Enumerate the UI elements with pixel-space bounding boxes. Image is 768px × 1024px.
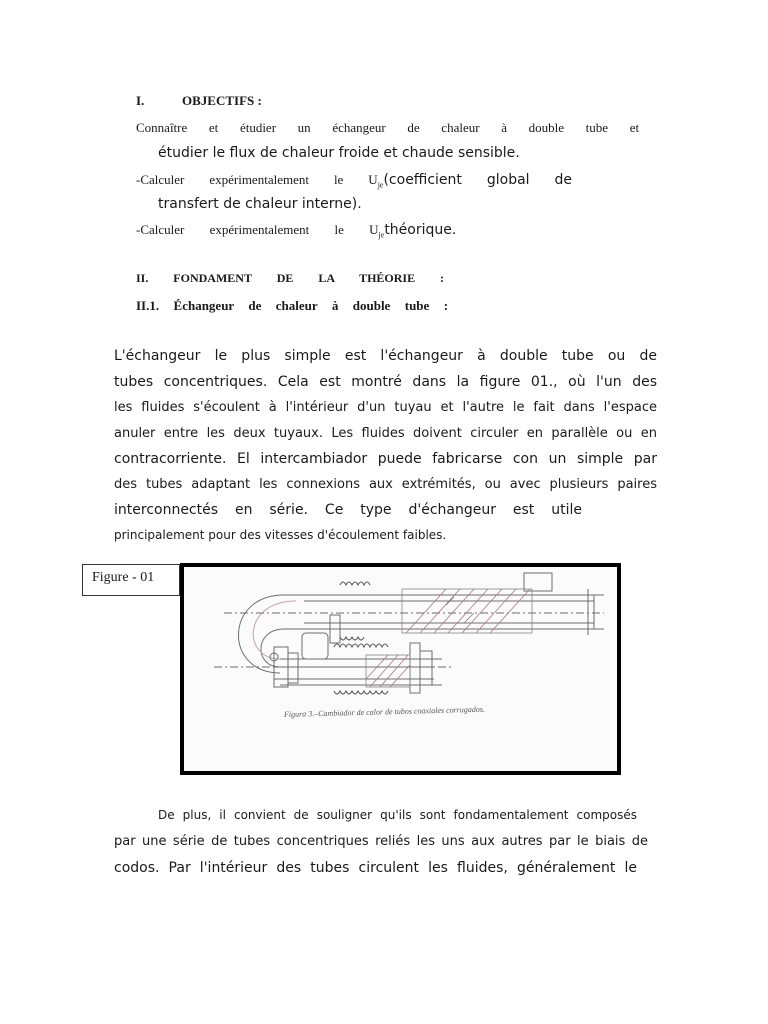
subsection-heading-echangeur xyxy=(136,298,448,314)
word: (coefficient xyxy=(383,172,462,188)
u-je-symbol xyxy=(368,172,462,190)
paragraph-line: L'échangeur le plus simple est l'échangeur à double tube ou de xyxy=(114,348,657,364)
word: tube xyxy=(404,298,430,313)
word: à xyxy=(501,120,507,135)
word: étudier xyxy=(239,120,277,135)
word: chaleur xyxy=(275,298,318,313)
word: : xyxy=(440,271,445,285)
word: et xyxy=(629,120,640,135)
word: un xyxy=(297,120,311,135)
objective-line-2: étudier le flux de chaleur froide et chaude sensible. xyxy=(158,145,520,161)
section-heading-fondament xyxy=(136,271,444,286)
word: DE xyxy=(276,271,294,285)
word: -Calculer xyxy=(136,222,185,237)
word: de xyxy=(554,172,573,188)
objective-line-1 xyxy=(136,120,639,136)
word: expérimentalement xyxy=(209,222,310,237)
paragraph-line: interconnectés en série. Ce type d'échangeur est utile xyxy=(114,502,582,518)
section-number: I. xyxy=(136,93,145,108)
word: je xyxy=(378,230,385,240)
word: de xyxy=(248,298,262,313)
word: U xyxy=(369,222,379,237)
word: théorique. xyxy=(384,222,457,238)
word: double xyxy=(352,298,391,313)
paragraph-line: contracorriente. El intercambiador puede fabricarse con un simple par xyxy=(114,451,657,467)
word: -Calculer xyxy=(136,172,185,187)
word: Échangeur xyxy=(173,298,234,313)
word: LA xyxy=(318,271,335,285)
section-title: OBJECTIFS : xyxy=(182,93,262,108)
word: à xyxy=(331,298,339,313)
word: THÉORIE xyxy=(359,271,416,285)
word: tube xyxy=(585,120,609,135)
paragraph-line: les fluides s'écoulent à l'intérieur d'un tuyau et l'autre le fait dans l'espace xyxy=(114,400,657,415)
u-je-symbol xyxy=(369,222,457,240)
word: et xyxy=(208,120,219,135)
section-heading-objectifs xyxy=(136,93,262,109)
word: expérimentalement xyxy=(209,172,309,187)
word: : xyxy=(443,298,449,313)
word: II.1. xyxy=(136,298,160,313)
word: double xyxy=(528,120,565,135)
word: global xyxy=(486,172,530,188)
word: chaleur xyxy=(441,120,480,135)
objective-line-3 xyxy=(136,172,572,190)
word: II. xyxy=(136,271,149,285)
word: U xyxy=(368,172,378,187)
objective-line-5 xyxy=(136,222,639,240)
word: le xyxy=(333,172,344,187)
word: le xyxy=(334,222,344,237)
figure-image xyxy=(180,563,621,775)
paragraph-line: principalement pour des vitesses d'écoulement faibles. xyxy=(114,528,447,542)
paragraph-line: codos. Par l'intérieur des tubes circulent les fluides, généralement le xyxy=(114,860,637,876)
paragraph-line: des tubes adaptant les connexions aux extrémités, ou avec plusieurs paires xyxy=(114,477,657,492)
figure-label: Figure - 01 xyxy=(82,564,180,596)
word: FONDAMENT xyxy=(173,271,252,285)
word: Connaître xyxy=(136,120,188,135)
paragraph-line: anuler entre les deux tuyaux. Les fluides doivent circuler en parallèle ou en xyxy=(114,426,657,441)
paragraph-line: tubes concentriques. Cela est montré dans la figure 01., où l'un des xyxy=(114,374,657,390)
word: de xyxy=(407,120,420,135)
word: je xyxy=(377,180,384,190)
word: échangeur xyxy=(332,120,386,135)
double-tube-exchanger-drawing xyxy=(184,567,617,771)
figure-caption: Figura 3.–Cambiador de calor de tubos coaxiales corrugados. xyxy=(283,704,486,719)
objective-line-4: transfert de chaleur interne). xyxy=(158,196,362,212)
paragraph-line: De plus, il convient de souligner qu'ils sont fondamentalement composés xyxy=(158,808,637,822)
paragraph-line: par une série de tubes concentriques reliés les uns aux autres par le biais de xyxy=(114,834,648,849)
